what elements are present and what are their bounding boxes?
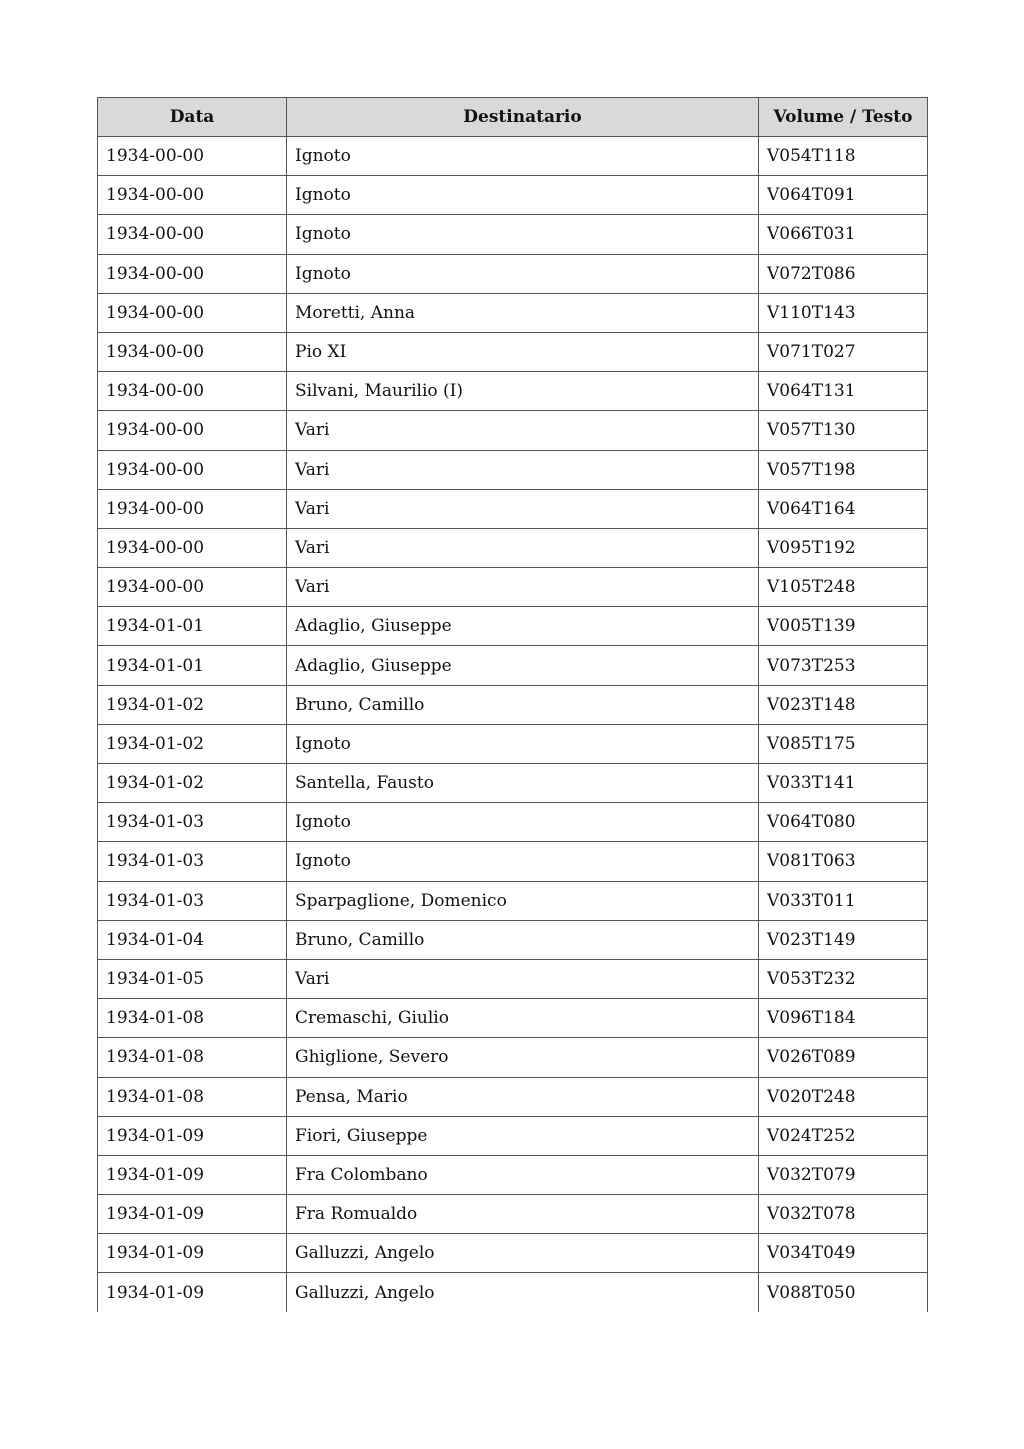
cell-recipient: Ignoto — [287, 803, 759, 842]
table-row — [98, 1195, 928, 1234]
cell-date: 1934-00-00 — [98, 176, 287, 215]
cell-date: 1934-01-09 — [98, 1273, 287, 1312]
table-row — [98, 411, 928, 450]
cell-volume: V023T149 — [759, 920, 928, 959]
table-row — [98, 607, 928, 646]
table-row — [98, 685, 928, 724]
cell-date: 1934-00-00 — [98, 332, 287, 371]
cell-volume: V032T078 — [759, 1195, 928, 1234]
table-row — [98, 724, 928, 763]
cell-volume: V088T050 — [759, 1273, 928, 1312]
cell-recipient: Cremaschi, Giulio — [287, 999, 759, 1038]
table-row — [98, 176, 928, 215]
cell-volume: V023T148 — [759, 685, 928, 724]
table-header — [98, 98, 928, 137]
cell-date: 1934-01-02 — [98, 764, 287, 803]
cell-date: 1934-00-00 — [98, 489, 287, 528]
table-row — [98, 293, 928, 332]
cell-recipient: Moretti, Anna — [287, 293, 759, 332]
cell-recipient: Fra Colombano — [287, 1155, 759, 1194]
column-header-recipient: Destinatario — [287, 98, 759, 137]
cell-recipient: Fra Romualdo — [287, 1195, 759, 1234]
cell-date: 1934-01-02 — [98, 724, 287, 763]
cell-date: 1934-00-00 — [98, 215, 287, 254]
cell-recipient: Ignoto — [287, 215, 759, 254]
table-row — [98, 999, 928, 1038]
cell-volume: V032T079 — [759, 1155, 928, 1194]
cell-recipient: Galluzzi, Angelo — [287, 1234, 759, 1273]
table-row — [98, 764, 928, 803]
cell-volume: V105T248 — [759, 568, 928, 607]
table-row — [98, 803, 928, 842]
table-row — [98, 1116, 928, 1155]
cell-volume: V110T143 — [759, 293, 928, 332]
cell-volume: V057T198 — [759, 450, 928, 489]
cell-date: 1934-01-04 — [98, 920, 287, 959]
cell-recipient: Bruno, Camillo — [287, 920, 759, 959]
cell-recipient: Vari — [287, 411, 759, 450]
cell-volume: V072T086 — [759, 254, 928, 293]
cell-volume: V026T089 — [759, 1038, 928, 1077]
cell-date: 1934-01-08 — [98, 999, 287, 1038]
table-row — [98, 1234, 928, 1273]
table-row — [98, 254, 928, 293]
cell-recipient: Vari — [287, 528, 759, 567]
cell-volume: V064T080 — [759, 803, 928, 842]
cell-volume: V064T164 — [759, 489, 928, 528]
cell-recipient: Adaglio, Giuseppe — [287, 607, 759, 646]
cell-volume: V064T091 — [759, 176, 928, 215]
cell-volume: V024T252 — [759, 1116, 928, 1155]
cell-recipient: Sparpaglione, Domenico — [287, 881, 759, 920]
cell-date: 1934-00-00 — [98, 137, 287, 176]
letters-table — [97, 97, 928, 1312]
table-row — [98, 646, 928, 685]
table-row — [98, 372, 928, 411]
cell-date: 1934-01-05 — [98, 959, 287, 998]
table-row — [98, 332, 928, 371]
table-row — [98, 137, 928, 176]
cell-recipient: Ghiglione, Severo — [287, 1038, 759, 1077]
cell-date: 1934-01-08 — [98, 1038, 287, 1077]
cell-volume: V034T049 — [759, 1234, 928, 1273]
cell-volume: V071T027 — [759, 332, 928, 371]
cell-volume: V005T139 — [759, 607, 928, 646]
cell-recipient: Pio XI — [287, 332, 759, 371]
cell-recipient: Fiori, Giuseppe — [287, 1116, 759, 1155]
cell-date: 1934-00-00 — [98, 254, 287, 293]
cell-date: 1934-01-09 — [98, 1195, 287, 1234]
table-row — [98, 215, 928, 254]
cell-volume: V053T232 — [759, 959, 928, 998]
cell-date: 1934-01-01 — [98, 646, 287, 685]
cell-date: 1934-01-03 — [98, 842, 287, 881]
cell-volume: V096T184 — [759, 999, 928, 1038]
table-row — [98, 489, 928, 528]
cell-volume: V033T141 — [759, 764, 928, 803]
cell-date: 1934-00-00 — [98, 568, 287, 607]
cell-recipient: Santella, Fausto — [287, 764, 759, 803]
cell-volume: V066T031 — [759, 215, 928, 254]
table-row — [98, 1077, 928, 1116]
cell-date: 1934-01-09 — [98, 1116, 287, 1155]
cell-date: 1934-01-01 — [98, 607, 287, 646]
table-row — [98, 842, 928, 881]
table-row — [98, 881, 928, 920]
cell-recipient: Adaglio, Giuseppe — [287, 646, 759, 685]
cell-recipient: Vari — [287, 450, 759, 489]
cell-volume: V095T192 — [759, 528, 928, 567]
cell-recipient: Bruno, Camillo — [287, 685, 759, 724]
cell-recipient: Galluzzi, Angelo — [287, 1273, 759, 1312]
table-body — [98, 137, 928, 1313]
cell-recipient: Ignoto — [287, 254, 759, 293]
table-row — [98, 959, 928, 998]
cell-date: 1934-01-02 — [98, 685, 287, 724]
cell-recipient: Ignoto — [287, 842, 759, 881]
header-row — [98, 98, 928, 137]
cell-recipient: Silvani, Maurilio (I) — [287, 372, 759, 411]
cell-date: 1934-01-03 — [98, 881, 287, 920]
table-row — [98, 450, 928, 489]
cell-date: 1934-01-09 — [98, 1155, 287, 1194]
cell-recipient: Ignoto — [287, 724, 759, 763]
table-row — [98, 1038, 928, 1077]
cell-date: 1934-01-08 — [98, 1077, 287, 1116]
cell-date: 1934-00-00 — [98, 293, 287, 332]
cell-volume: V085T175 — [759, 724, 928, 763]
cell-date: 1934-00-00 — [98, 372, 287, 411]
cell-recipient: Vari — [287, 489, 759, 528]
table-row — [98, 1155, 928, 1194]
cell-date: 1934-01-09 — [98, 1234, 287, 1273]
cell-volume: V057T130 — [759, 411, 928, 450]
cell-recipient: Vari — [287, 959, 759, 998]
column-header-volume: Volume / Testo — [759, 98, 928, 137]
cell-date: 1934-01-03 — [98, 803, 287, 842]
cell-volume: V064T131 — [759, 372, 928, 411]
table-row — [98, 568, 928, 607]
cell-recipient: Ignoto — [287, 137, 759, 176]
cell-volume: V073T253 — [759, 646, 928, 685]
cell-recipient: Pensa, Mario — [287, 1077, 759, 1116]
cell-volume: V020T248 — [759, 1077, 928, 1116]
cell-date: 1934-00-00 — [98, 450, 287, 489]
cell-date: 1934-00-00 — [98, 528, 287, 567]
cell-volume: V033T011 — [759, 881, 928, 920]
cell-recipient: Ignoto — [287, 176, 759, 215]
cell-recipient: Vari — [287, 568, 759, 607]
table-row — [98, 1273, 928, 1312]
table-row — [98, 528, 928, 567]
column-header-date: Data — [98, 98, 287, 137]
cell-date: 1934-00-00 — [98, 411, 287, 450]
cell-volume: V081T063 — [759, 842, 928, 881]
table-row — [98, 920, 928, 959]
cell-volume: V054T118 — [759, 137, 928, 176]
